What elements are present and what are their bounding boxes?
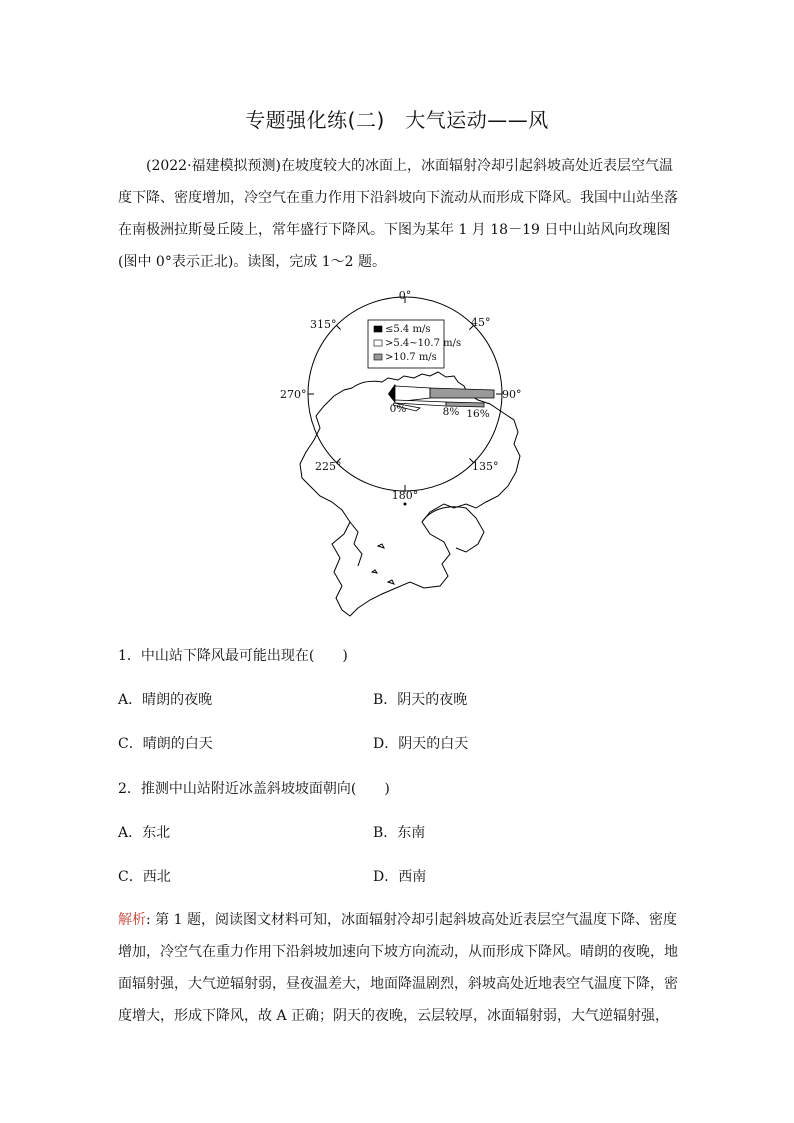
wind-rose-figure — [270, 282, 550, 632]
direction-label-315: 315° — [310, 318, 337, 331]
legend-swatch-low — [374, 326, 382, 332]
analysis-text: : 第 1 题，阅读图文材料可知，冰面辐射冷却引起斜坡高处近表层空气温度下降、密度增加，冷空气在重力作用下沿斜坡加速向下坡方向流动，从而形成下降风。晴朗的夜晚，地面辐射强，大气逆辐射弱，昼夜温差大，地面降温剧烈，斜坡高处近地表空气温度下降，密度增大，形成下降风，故 A 正确；阴天的夜晚，云层较厚，冰面辐射弱，大气逆辐射强， — [118, 912, 678, 1024]
legend-swatch-mid — [374, 340, 382, 346]
direction-label-45: 45° — [471, 316, 491, 329]
intro-paragraph: (2022·福建模拟预测)在坡度较大的冰面上，冰面辐射冷却引起斜坡高处近表层空气温度下降、密度增加，冷空气在重力作用下沿斜坡向下流动从而形成下降风。我国中山站坐落在南极洲拉斯曼丘陵上，常年盛行下降风。下图为某年 1 月 18－19 日中山站风向玫瑰图(图中 0°表示正北)。读图，完成 1～2 题。 — [118, 158, 678, 270]
question-1-option-c: C．晴朗的白天 — [118, 736, 213, 752]
question-1-option-b: B．阴天的夜晚 — [373, 692, 468, 708]
analysis-paragraph — [118, 904, 678, 1032]
question-1-option-a: A．晴朗的夜晚 — [118, 692, 213, 708]
question-2-option-b: B．东南 — [373, 825, 426, 841]
page-title: 专题强化练(二) 大气运动——风 — [245, 108, 549, 132]
direction-label-90: 90° — [502, 388, 522, 401]
direction-label-135: 135° — [472, 460, 499, 473]
question-1-stem: 1．中山站下降风最可能出现在( ) — [118, 648, 348, 664]
direction-label-270: 270° — [280, 388, 307, 401]
analysis-tag: 解析 — [118, 912, 146, 928]
legend — [368, 320, 461, 368]
question-2-option-c: C．西北 — [118, 869, 171, 885]
legend-label-mid: >5.4~10.7 m/s — [385, 338, 462, 349]
direction-label-180: 180° — [391, 489, 419, 502]
question-2-option-d: D．西南 — [373, 869, 427, 885]
legend-label-high: >10.7 m/s — [385, 352, 437, 363]
legend-label-low: ≤5.4 m/s — [385, 324, 431, 335]
question-1-option-d: D．阴天的白天 — [373, 736, 469, 752]
question-2-option-a: A．东北 — [118, 825, 171, 841]
direction-label-0: 0° — [398, 289, 412, 302]
scale-label-16: 16% — [466, 408, 490, 420]
question-2-stem: 2．推测中山站附近冰盖斜坡坡面朝向( ) — [118, 781, 390, 797]
direction-label-225: 225° — [315, 460, 342, 473]
legend-swatch-high — [374, 354, 382, 360]
scale-label-8: 8% — [442, 406, 460, 418]
scale-label-0: 0% — [389, 403, 407, 415]
